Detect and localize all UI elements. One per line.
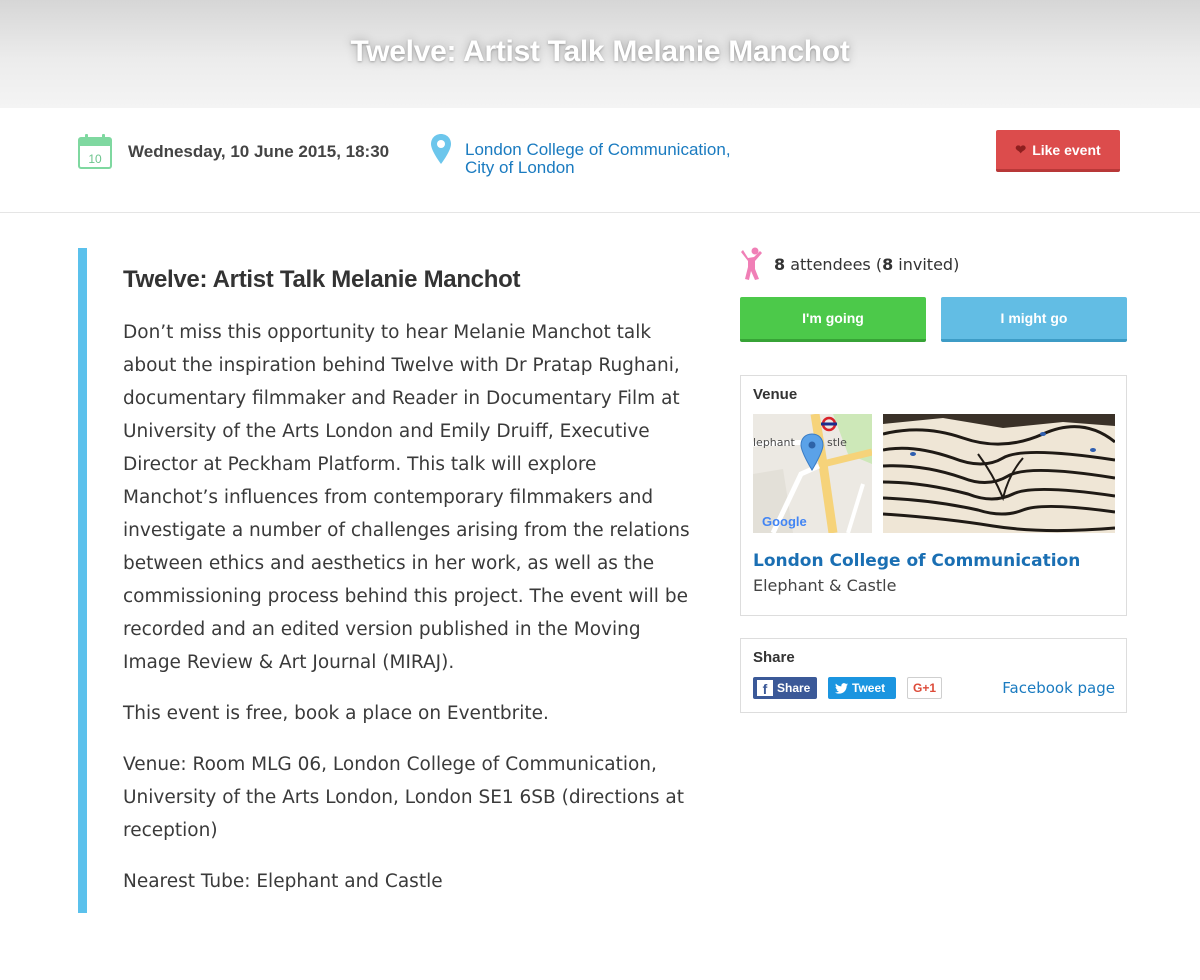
attendees-count: 8 bbox=[774, 254, 786, 274]
facebook-icon: f bbox=[757, 680, 773, 696]
tweet-button[interactable] bbox=[828, 677, 896, 699]
calendar-icon bbox=[78, 133, 112, 169]
facebook-share-label: Share bbox=[777, 681, 811, 695]
venue-area: Elephant & Castle bbox=[753, 576, 897, 595]
description-paragraph: Venue: Room MLG 06, London College of Communication, University of the Arts London, London SE1 6SB (directions at reception) bbox=[123, 754, 685, 841]
description-paragraph: This event is free, book a place on Eventbrite. bbox=[123, 703, 549, 724]
tweet-label: Tweet bbox=[852, 681, 886, 695]
description-paragraph: Don’t miss this opportunity to hear Melanie Manchot talk about the inspiration behind Twelve with Dr Pratap Rughani, documentary filmmaker and Reader in Documentary Film at University of the Arts London and Emily Druiff, Executive Director at Peckham Platform. This talk will explore Manchot’s influences from contemporary filmmakers and investigate a number of challenges arising from the relations between ethics and aesthetics in her work, as well as the commissioning process behind this project. The event will be recorded and an edited version published in the Moving Image Review & Art Journal (MIRAJ). bbox=[123, 322, 690, 673]
venue-name-link[interactable]: London College of Communication bbox=[753, 551, 1081, 571]
venue-map-thumbnail[interactable] bbox=[753, 414, 872, 533]
map-label-left: lephant bbox=[753, 436, 795, 449]
content-accent-bar bbox=[78, 248, 87, 913]
google-plus-button[interactable]: G+1 bbox=[907, 677, 942, 699]
im-going-button[interactable]: I'm going bbox=[740, 297, 926, 342]
dancing-person-icon bbox=[740, 247, 764, 281]
event-banner bbox=[0, 0, 1200, 108]
banner-title: Twelve: Artist Talk Melanie Manchot bbox=[350, 35, 850, 68]
i-might-go-button[interactable]: I might go bbox=[941, 297, 1127, 342]
twitter-bird-icon bbox=[835, 683, 848, 694]
heart-icon: ❤ bbox=[1015, 141, 1027, 157]
facebook-share-button[interactable] bbox=[753, 677, 817, 699]
event-description bbox=[123, 316, 693, 916]
location-pin-icon bbox=[430, 133, 452, 165]
venue-photo-thumbnail[interactable] bbox=[883, 414, 1115, 533]
share-heading: Share bbox=[753, 649, 795, 666]
like-event-label: Like event bbox=[1032, 141, 1101, 158]
event-title: Twelve: Artist Talk Melanie Manchot bbox=[123, 266, 521, 293]
map-label-right: stle bbox=[827, 436, 847, 449]
attendees-summary[interactable] bbox=[740, 247, 959, 281]
location-line1: London College of Communication, bbox=[465, 140, 731, 159]
location-line2: City of London bbox=[465, 158, 575, 177]
calendar-day: 10 bbox=[88, 152, 102, 166]
facebook-page-link[interactable]: Facebook page bbox=[1002, 679, 1115, 697]
event-date: Wednesday, 10 June 2015, 18:30 bbox=[128, 142, 390, 161]
attendees-text: 8 attendees (8 invited) bbox=[774, 254, 960, 274]
map-brand: Google bbox=[762, 514, 807, 529]
location-link[interactable] bbox=[465, 141, 731, 177]
share-card bbox=[740, 638, 1127, 713]
description-paragraph: Nearest Tube: Elephant and Castle bbox=[123, 871, 443, 892]
invited-count: 8 bbox=[882, 254, 894, 274]
like-event-button[interactable] bbox=[996, 130, 1120, 172]
venue-card bbox=[740, 375, 1127, 616]
venue-heading: Venue bbox=[753, 386, 798, 403]
